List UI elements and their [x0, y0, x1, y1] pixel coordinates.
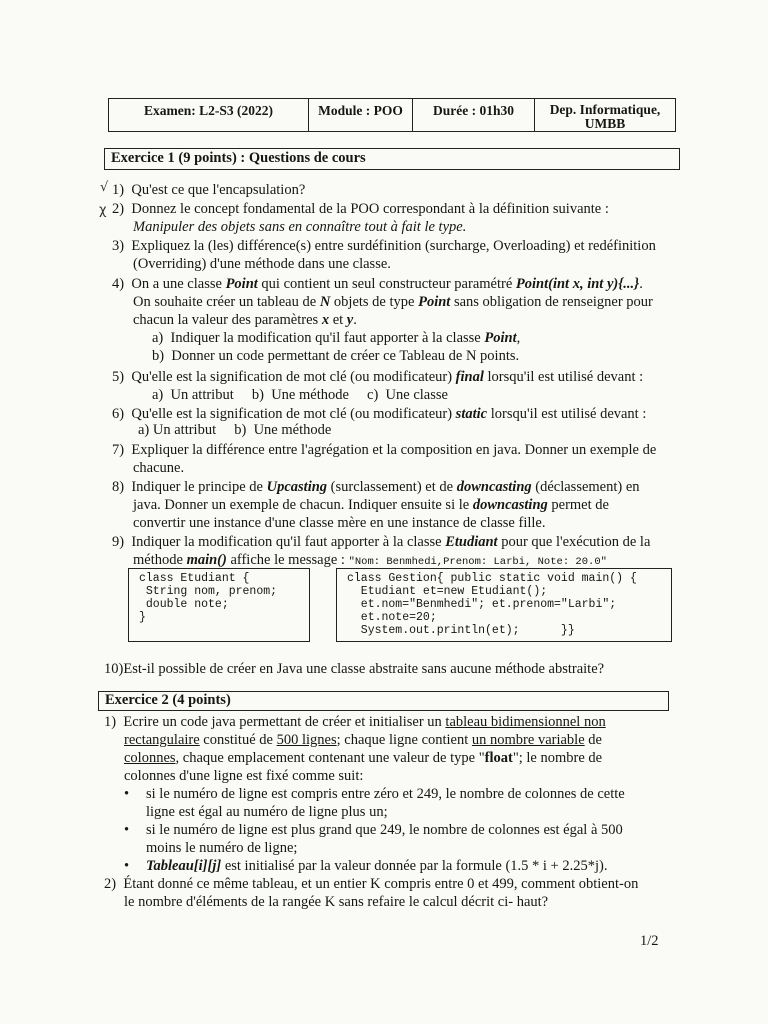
question-3: [112, 237, 672, 255]
q10-number: 10): [104, 661, 124, 677]
bullet-dot: •: [124, 786, 130, 802]
q5-text-b: lorsqu'il est utilisé devant :: [483, 369, 644, 385]
q4-l2-b: objets de type: [330, 294, 419, 310]
q4-text-b: qui contient un seul constructeur paramétré: [257, 276, 516, 292]
q9-message: "Nom: Benmhedi,Prenom: Larbi, Note: 20.0": [348, 556, 607, 568]
header-dep-line1: Dep. Informatique,: [549, 102, 661, 117]
ex2-q1-l1: Ecrire un code java permettant de créer et initialiser un: [123, 714, 446, 730]
q4a-label: a): [152, 330, 164, 346]
q8-text-a: Indiquer le principe de: [131, 479, 267, 495]
q4b-label: b): [152, 348, 165, 364]
ex2-q1-l3-a: , chaque emplacement contenant une valeur de type ": [175, 750, 485, 766]
ex2-bullet-3: [124, 857, 679, 875]
q10-text: Est-il possible de créer en Java une classe abstraite sans aucune méthode abstraite?: [123, 661, 605, 677]
page-number: 1/2: [640, 933, 659, 949]
q4-x: x: [321, 312, 330, 328]
ex2-q1-line2: [124, 731, 674, 749]
q6-text: Qu'elle est la signification de mot clé (ou modificateur): [131, 406, 456, 422]
q1-text: Qu'est ce que l'encapsulation?: [131, 182, 306, 198]
header-module: Module : POO: [309, 99, 413, 131]
q4-point-2: Point: [418, 294, 451, 310]
code-etudiant: class Etudiant { String nom, prenom; double note; }: [128, 568, 310, 642]
ex2-bullet-1: [124, 785, 679, 803]
x-mark: χ: [99, 203, 107, 218]
ex2-q1-l1-underlined: tableau bidimensionnel non: [445, 714, 606, 730]
ex2-b2-line1: si le numéro de ligne est plus grand que 249, le nombre de colonnes est égal à 500: [146, 822, 623, 838]
q5-options: a) Un attribut b) Une méthode c) Une classe: [152, 387, 448, 403]
q7-line2: chacune.: [133, 460, 185, 476]
q6-keyword: static: [455, 406, 488, 422]
ex2-q1-l2-c: de: [584, 732, 602, 748]
question-5: [112, 368, 682, 386]
ex2-b3-keyword: Tableau[i][j]: [146, 858, 222, 874]
q8-text-b: (surclassement) et de: [327, 479, 457, 495]
ex2-q1-500: 500 lignes: [276, 732, 337, 748]
ex2-q2-line1: Étant donné ce même tableau, et un entier K compris entre 0 et 499, comment obtient-on: [123, 876, 639, 892]
q2-text: Donnez le concept fondamental de la POO correspondant à la définition suivante :: [131, 201, 609, 217]
q2-number: 2): [112, 201, 125, 217]
q7-number: 7): [112, 442, 125, 458]
q4-text: On a une classe: [131, 276, 226, 292]
question-7: [112, 441, 682, 459]
question-2: [112, 200, 672, 218]
question-4: [112, 275, 682, 293]
ex2-q1-variable: un nombre variable: [471, 732, 585, 748]
q9-text-a: Indiquer la modification qu'il faut apporter à la classe: [131, 534, 446, 550]
q6-text-b: lorsqu'il est utilisé devant :: [487, 406, 647, 422]
ex2-q1-colonnes: colonnes: [124, 750, 176, 766]
question-10: [104, 660, 684, 678]
q4-line3: [133, 311, 678, 329]
q4-l2-c: sans obligation de renseigner pour: [450, 294, 653, 310]
ex2-question-2: [104, 875, 674, 893]
q4-text-c: .: [639, 276, 643, 292]
q6-options: a) Un attribut b) Une méthode: [138, 422, 332, 438]
q5-keyword: final: [455, 369, 484, 385]
header-exam: Examen: L2-S3 (2022): [109, 99, 309, 131]
q9-text-b: pour que l'exécution de la: [497, 534, 651, 550]
check-mark: √: [100, 180, 109, 195]
q2-definition: Manipuler des objets sans en connaître tout à fait le type.: [133, 219, 467, 235]
q4-constructor: Point(int x, int y){...}: [515, 276, 640, 292]
q6-number: 6): [112, 406, 125, 422]
ex2-q1-line4: colonnes d'une ligne est fixé comme suit:: [124, 768, 364, 784]
q9-line2: [133, 551, 678, 569]
q7-line1: Expliquer la différence entre l'agrégation et la composition en java. Donner un exemple de: [131, 442, 657, 458]
question-1: [112, 181, 672, 199]
q4a-end: ,: [516, 330, 521, 346]
q8-number: 8): [112, 479, 125, 495]
question-9: [112, 533, 682, 551]
code-gestion: class Gestion{ public static void main() { Etudiant et=new Etudiant(); et.nom="Benmhedi"; et.prenom="Larbi"; et.note=20; System.out.println(et); }}: [336, 568, 672, 642]
ex2-q2-number: 2): [104, 876, 117, 892]
q4-l2-a: On souhaite créer un tableau de: [133, 294, 320, 310]
ex2-b3-text: est initialisé par la valeur donnée par la formule (1.5 * i + 2.25*j).: [221, 858, 608, 874]
q4-line2: [133, 293, 678, 311]
q8-upcasting: Upcasting: [266, 479, 328, 495]
q9-l2-b: affiche le message :: [226, 552, 349, 568]
q5-number: 5): [112, 369, 125, 385]
q4-l3-a: chacun la valeur des paramètres: [133, 312, 322, 328]
q5-text: Qu'elle est la signification de mot clé (ou modificateur): [131, 369, 456, 385]
q4-et: et: [329, 312, 347, 328]
q4b-text: Donner un code permettant de créer ce Tableau de N points.: [171, 348, 520, 364]
ex2-q1-l3-b: "; le nombre de: [512, 750, 603, 766]
ex2-q1-line3: [124, 749, 674, 767]
q8-l2-a: java. Donner un exemple de chacun. Indiquer ensuite si le: [133, 497, 473, 513]
ex2-question-1: [104, 713, 674, 731]
q3-number: 3): [112, 238, 125, 254]
ex2-q1-l2-b: ; chaque ligne contient: [336, 732, 472, 748]
exam-header-table: [108, 98, 676, 132]
q9-number: 9): [112, 534, 125, 550]
header-duree: Durée : 01h30: [413, 99, 535, 131]
q9-l2-a: méthode: [133, 552, 187, 568]
q1-number: 1): [112, 182, 125, 198]
q9-class: Etudiant: [445, 534, 498, 550]
ex2-q1-l2-a: constitué de: [199, 732, 277, 748]
q4-number: 4): [112, 276, 125, 292]
ex2-q1-number: 1): [104, 714, 117, 730]
q4-sub-a: [152, 329, 672, 347]
ex2-q1-rect: rectangulaire: [124, 732, 200, 748]
q4a-text: Indiquer la modification qu'il faut apporter à la classe: [170, 330, 485, 346]
q3-line1: Expliquez la (les) différence(s) entre surdéfinition (surcharge, Overloading) et redéfinition: [131, 238, 656, 254]
q4a-point: Point: [484, 330, 517, 346]
q8-text-c: (déclassement) en: [531, 479, 640, 495]
ex2-bullet-2: [124, 821, 679, 839]
q3-line2: (Overriding) d'une méthode dans une classe.: [133, 256, 391, 272]
exercise2-title: Exercice 2 (4 points): [98, 691, 669, 711]
q4-sub-b: [152, 347, 672, 365]
header-dep-line2: UMBB: [584, 116, 626, 131]
q4-y: y: [346, 312, 354, 328]
q8-downcasting-2: downcasting: [472, 497, 548, 513]
ex2-b1-line1: si le numéro de ligne est compris entre zéro et 249, le nombre de colonnes de cette: [146, 786, 625, 802]
header-department: [535, 99, 675, 131]
question-8: [112, 478, 682, 496]
q8-downcasting: downcasting: [456, 479, 532, 495]
bullet-dot: •: [124, 822, 130, 838]
q9-main: main(): [186, 552, 227, 568]
q4-N: N: [319, 294, 331, 310]
ex2-q1-float: float: [484, 750, 513, 766]
q4-point: Point: [225, 276, 258, 292]
q8-l2-b: permet de: [547, 497, 609, 513]
ex2-b1-line2: ligne est égal au numéro de ligne plus un;: [146, 804, 388, 820]
q8-line3: convertir une instance d'une classe mère en une instance de classe fille.: [133, 515, 546, 531]
ex2-b2-line2: moins le numéro de ligne;: [146, 840, 298, 856]
bullet-dot: •: [124, 858, 130, 874]
exercise1-title: Exercice 1 (9 points) : Questions de cours: [104, 148, 680, 170]
ex2-q2-line2: le nombre d'éléments de la rangée K sans refaire le calcul décrit ci- haut?: [124, 894, 549, 910]
q8-line2: [133, 496, 678, 514]
q4-l3-b: .: [353, 312, 357, 328]
